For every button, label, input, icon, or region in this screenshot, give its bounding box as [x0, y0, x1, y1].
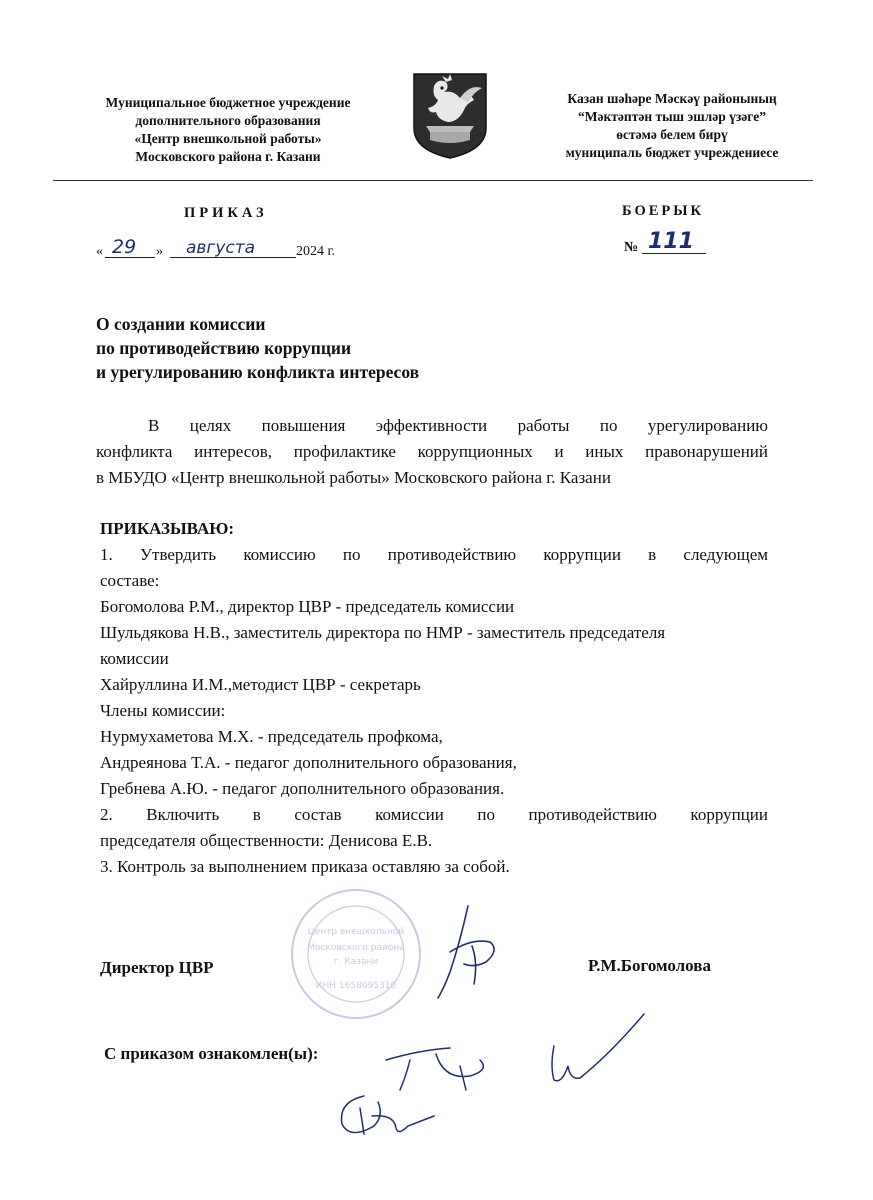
order-subject: [96, 312, 419, 384]
date-month-handwritten: августа: [186, 238, 256, 258]
subject-line: по противодействию коррупции: [96, 338, 352, 358]
header-left-line: Муниципальное бюджетное учреждение: [105, 95, 351, 110]
preamble-line: конфликта интересов, профилактике коррупционных и иных правонарушений: [96, 442, 768, 461]
commission-secretary: Хайруллина И.М.,методист ЦВР - секретарь: [100, 675, 421, 694]
commission-member: Гребнева А.Ю. - педагог дополнительного образования.: [100, 779, 505, 798]
header-left-line: Московского района г. Казани: [135, 149, 321, 164]
preamble-line: в МБУДО «Центр внешкольной работы» Московского района г. Казани: [96, 468, 611, 487]
header-right-institution-name: [532, 90, 812, 162]
item-2-line: председателя общественности: Денисова Е.В.: [100, 831, 433, 850]
date-year: 2024 г.: [296, 244, 336, 259]
stamp-text: Центр внешкольной: [307, 927, 405, 937]
item-2-line: 2. Включить в состав комиссии по противодействию коррупции: [100, 805, 768, 824]
order-title-russian: ПРИКАЗ: [184, 205, 268, 221]
preamble-paragraph: [96, 413, 768, 491]
subject-line: и урегулированию конфликта интересов: [96, 362, 420, 382]
header-right-line: Казан шәһәре Мәскәү районының: [567, 91, 777, 106]
header-left-institution-name: [72, 94, 384, 166]
members-label: Члены комиссии:: [100, 701, 226, 720]
header-left-line: дополнительного образования: [135, 113, 321, 128]
stamp-text: Московского района: [307, 943, 405, 953]
commission-member: Нурмухаметова М.Х. - председатель профкома,: [100, 727, 443, 746]
subject-line: О создании комиссии: [96, 314, 266, 334]
director-signature: [420, 902, 510, 1002]
date-day-handwritten: 29: [112, 236, 137, 258]
commission-deputy: Шульдякова Н.В., заместитель директора по НМР - заместитель председателя: [100, 623, 666, 642]
number-handwritten: 111: [648, 229, 694, 254]
stamp-text: ИНН 1658095310: [315, 981, 397, 991]
signer-name: Р.М.Богомолова: [588, 956, 711, 975]
order-heading: ПРИКАЗЫВАЮ:: [100, 519, 235, 538]
commission-member: Андреянова Т.А. - педагог дополнительного образования,: [100, 753, 517, 772]
header-divider: [53, 180, 813, 181]
acquaintance-signature: [334, 1086, 444, 1146]
commission-deputy-continued: комиссии: [100, 649, 169, 668]
date-open-quote: «: [96, 244, 103, 259]
official-stamp: [286, 884, 426, 1024]
item-1-line: 1. Утвердить комиссию по противодействию коррупции в следующем: [100, 545, 768, 564]
order-title-tatar: БОЕРЫК: [622, 203, 705, 219]
stamp-text: г. Казани: [333, 957, 379, 967]
item-1-line: составе:: [100, 571, 160, 590]
header-right-line: “Мәктәптән тыш эшләр үзәге”: [578, 109, 766, 124]
acquainted-label: С приказом ознакомлен(ы):: [104, 1044, 319, 1063]
order-number: [624, 228, 724, 260]
kazan-coat-of-arms-icon: [408, 70, 492, 160]
date-close-quote: »: [156, 244, 163, 259]
number-sign: №: [624, 240, 639, 255]
commission-chair: Богомолова Р.М., директор ЦВР - председатель комиссии: [100, 597, 515, 616]
item-3-line: 3. Контроль за выполнением приказа оставляю за собой.: [100, 857, 510, 876]
header-right-line: муниципаль бюджет учреждениесе: [565, 145, 779, 160]
order-body: [100, 516, 768, 880]
preamble-line: В целях повышения эффективности работы по урегулированию: [148, 416, 768, 435]
acquaintance-signature: [540, 1010, 650, 1090]
header-right-line: өстәмә белем бирү: [616, 127, 728, 142]
header-left-line: «Центр внешкольной работы»: [134, 131, 322, 146]
order-date: [96, 234, 356, 264]
director-position: Директор ЦВР: [100, 958, 214, 977]
